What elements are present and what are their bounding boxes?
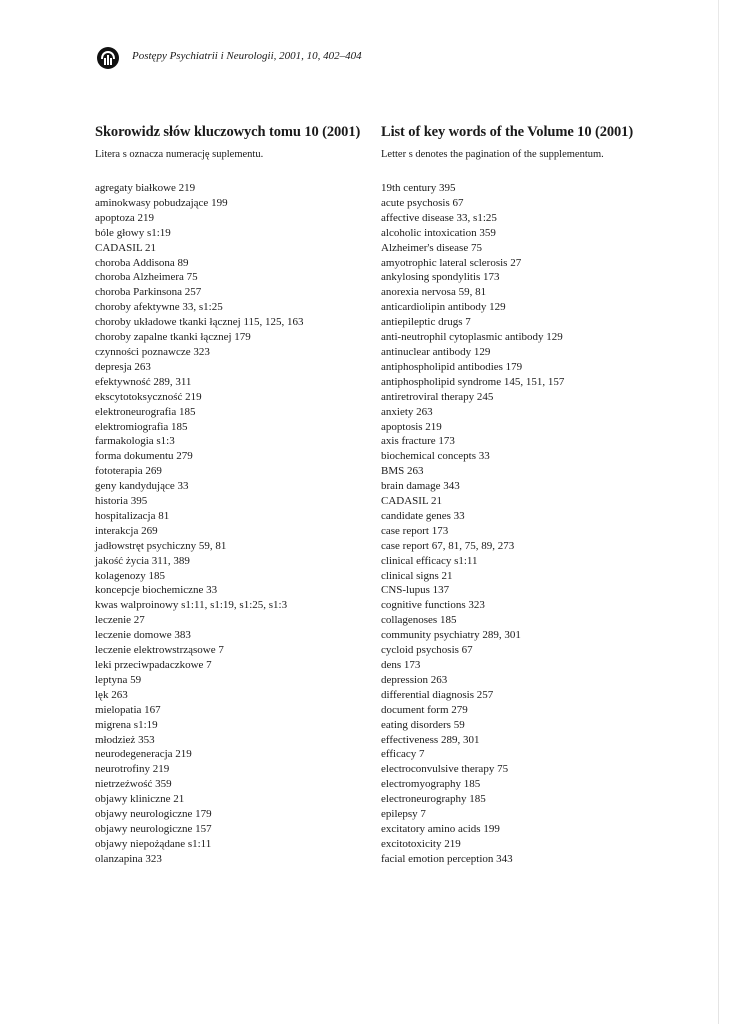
keyword-entry: elektroneurografia 185 — [95, 405, 196, 418]
keyword-entry: CNS-lupus 137 — [381, 584, 450, 597]
keyword-entry: depresja 263 — [95, 360, 151, 373]
keyword-entry: agregaty białkowe 219 — [95, 182, 196, 194]
keyword-entry: neurodegeneracja 219 — [95, 748, 192, 761]
keyword-entry: leptyna 59 — [95, 673, 142, 686]
keyword-entry: ekscytotoksyczność 219 — [95, 390, 202, 403]
keyword-entry: jakość życia 311, 389 — [95, 554, 190, 567]
keyword-entry: case report 173 — [381, 524, 449, 537]
keyword-entry: neurotrofiny 219 — [95, 763, 170, 776]
keyword-entry: anticardiolipin antibody 129 — [381, 301, 506, 314]
keyword-entry: objawy neurologiczne 179 — [95, 808, 212, 821]
keyword-entry: acute psychosis 67 — [381, 196, 464, 209]
keyword-entry: community psychiatry 289, 301 — [381, 629, 521, 642]
keyword-entry: farmakologia s1:3 — [95, 435, 175, 448]
keyword-entry: alcoholic intoxication 359 — [381, 226, 496, 239]
keyword-entry: document form 279 — [381, 703, 468, 716]
keyword-entry: clinical efficacy s1:11 — [381, 554, 478, 567]
keyword-entry: collagenoses 185 — [381, 614, 457, 627]
keyword-entry: cognitive functions 323 — [381, 599, 485, 612]
keyword-entry: choroba Alzheimera 75 — [95, 271, 198, 284]
keyword-entry: leki przeciwpadaczkowe 7 — [95, 659, 212, 671]
keyword-entry: axis fracture 173 — [381, 435, 455, 448]
keyword-entry: brain damage 343 — [381, 480, 460, 493]
polish-index-note: Litera s oznacza numerację suplementu. — [95, 149, 264, 160]
keyword-entry: choroby układowe tkanki łącznej 115, 125, 163 — [95, 316, 304, 329]
keyword-entry: fototerapia 269 — [95, 465, 162, 478]
keyword-entry: leczenie domowe 383 — [95, 629, 191, 642]
keyword-entry: objawy niepożądane s1:11 — [95, 837, 212, 850]
keyword-entry: facial emotion perception 343 — [381, 852, 513, 865]
keyword-entry: anorexia nervosa 59, 81 — [381, 286, 487, 299]
keyword-entry: migrena s1:19 — [95, 718, 158, 731]
english-keyword-list — [381, 181, 681, 867]
keyword-entry: electroneurography 185 — [381, 793, 486, 806]
keyword-entry: młodzież 353 — [95, 733, 155, 746]
english-index-note: Letter s denotes the pagination of the supplementum. — [381, 149, 604, 160]
keyword-entry: antinuclear antibody 129 — [381, 345, 491, 358]
keyword-entry: forma dokumentu 279 — [95, 450, 193, 463]
keyword-entry: antiphospholipid antibodies 179 — [381, 360, 523, 373]
keyword-entry: lęk 263 — [95, 688, 128, 701]
keyword-entry: epilepsy 7 — [381, 808, 426, 821]
keyword-entry: excitotoxicity 219 — [381, 837, 461, 850]
keyword-entry: efektywność 289, 311 — [95, 375, 192, 388]
keyword-entry: candidate genes 33 — [381, 509, 465, 522]
keyword-entry: eating disorders 59 — [381, 718, 465, 731]
keyword-entry: efficacy 7 — [381, 748, 425, 761]
keyword-entry: interakcja 269 — [95, 524, 158, 537]
keyword-entry: leczenie elektrowstrząsowe 7 — [95, 644, 224, 657]
keyword-entry: clinical signs 21 — [381, 569, 453, 582]
keyword-entry: historia 395 — [95, 495, 148, 508]
english-index-title: List of key words of the Volume 10 (2001) — [381, 124, 634, 140]
english-keyword-column — [381, 124, 681, 867]
keyword-entry: affective disease 33, s1:25 — [381, 211, 497, 224]
keyword-entry: anxiety 263 — [381, 405, 433, 418]
keyword-entry: anti-neutrophil cytoplasmic antibody 129 — [381, 331, 563, 344]
keyword-entry: CADASIL 21 — [381, 495, 443, 508]
keyword-entry: cycloid psychosis 67 — [381, 644, 473, 657]
keyword-entry: elektromiografia 185 — [95, 420, 188, 433]
keyword-entry: koncepcje biochemiczne 33 — [95, 584, 218, 597]
page-edge-divider — [718, 0, 719, 1024]
keyword-entry: aminokwasy pobudzające 199 — [95, 196, 228, 209]
keyword-entry: choroba Parkinsona 257 — [95, 286, 202, 299]
keyword-entry: BMS 263 — [381, 465, 424, 478]
keyword-entry: apoptoza 219 — [95, 211, 154, 224]
keyword-entry: hospitalizacja 81 — [95, 509, 170, 522]
keyword-entry: excitatory amino acids 199 — [381, 822, 500, 835]
keyword-entry: nietrzeźwość 359 — [95, 778, 172, 791]
keyword-entry: electroconvulsive therapy 75 — [381, 763, 509, 776]
keyword-entry: electromyography 185 — [381, 778, 481, 791]
keyword-entry: czynności poznawcze 323 — [95, 345, 210, 358]
keyword-entry: choroby zapalne tkanki łącznej 179 — [95, 331, 251, 344]
keyword-entry: mielopatia 167 — [95, 703, 161, 716]
keyword-entry: dens 173 — [381, 659, 421, 671]
keyword-entry: leczenie 27 — [95, 614, 145, 627]
keyword-entry: kolagenozy 185 — [95, 569, 165, 582]
keyword-entry: kwas walproinowy s1:11, s1:19, s1:25, s1:3 — [95, 599, 288, 612]
keyword-entry: antiphospholipid syndrome 145, 151, 157 — [381, 375, 565, 388]
keyword-entry: biochemical concepts 33 — [381, 450, 490, 463]
polish-keyword-list — [95, 181, 365, 867]
polish-keyword-column — [95, 124, 365, 867]
keyword-entry: antiepileptic drugs 7 — [381, 316, 471, 329]
keyword-entry: objawy neurologiczne 157 — [95, 822, 212, 835]
keyword-entry: effectiveness 289, 301 — [381, 733, 480, 746]
keyword-entry: CADASIL 21 — [95, 241, 157, 254]
keyword-entry: antiretroviral therapy 245 — [381, 390, 494, 403]
keyword-entry: choroby afektywne 33, s1:25 — [95, 301, 223, 314]
keyword-entry: olanzapina 323 — [95, 852, 162, 865]
keyword-entry: geny kandydujące 33 — [95, 480, 189, 493]
keyword-entry: Alzheimer's disease 75 — [381, 241, 482, 254]
keyword-entry: choroba Addisona 89 — [95, 256, 189, 269]
keyword-entry: case report 67, 81, 75, 89, 273 — [381, 539, 515, 552]
keyword-entry: amyotrophic lateral sclerosis 27 — [381, 256, 522, 269]
journal-citation: Postępy Psychiatrii i Neurologii, 2001, 10, 402–404 — [132, 50, 362, 62]
keyword-entry: 19th century 395 — [381, 182, 456, 194]
keyword-entry: objawy kliniczne 21 — [95, 793, 185, 806]
keyword-entry: apoptosis 219 — [381, 420, 442, 433]
polish-index-title: Skorowidz słów kluczowych tomu 10 (2001) — [95, 124, 361, 140]
journal-header — [96, 46, 496, 80]
keyword-entry: ankylosing spondylitis 173 — [381, 271, 500, 284]
keyword-entry: jadłowstręt psychiczny 59, 81 — [95, 539, 227, 552]
keyword-entry: differential diagnosis 257 — [381, 688, 494, 701]
keyword-entry: bóle głowy s1:19 — [95, 226, 171, 239]
keyword-entry: depression 263 — [381, 673, 448, 686]
journal-logo-icon — [96, 46, 120, 70]
